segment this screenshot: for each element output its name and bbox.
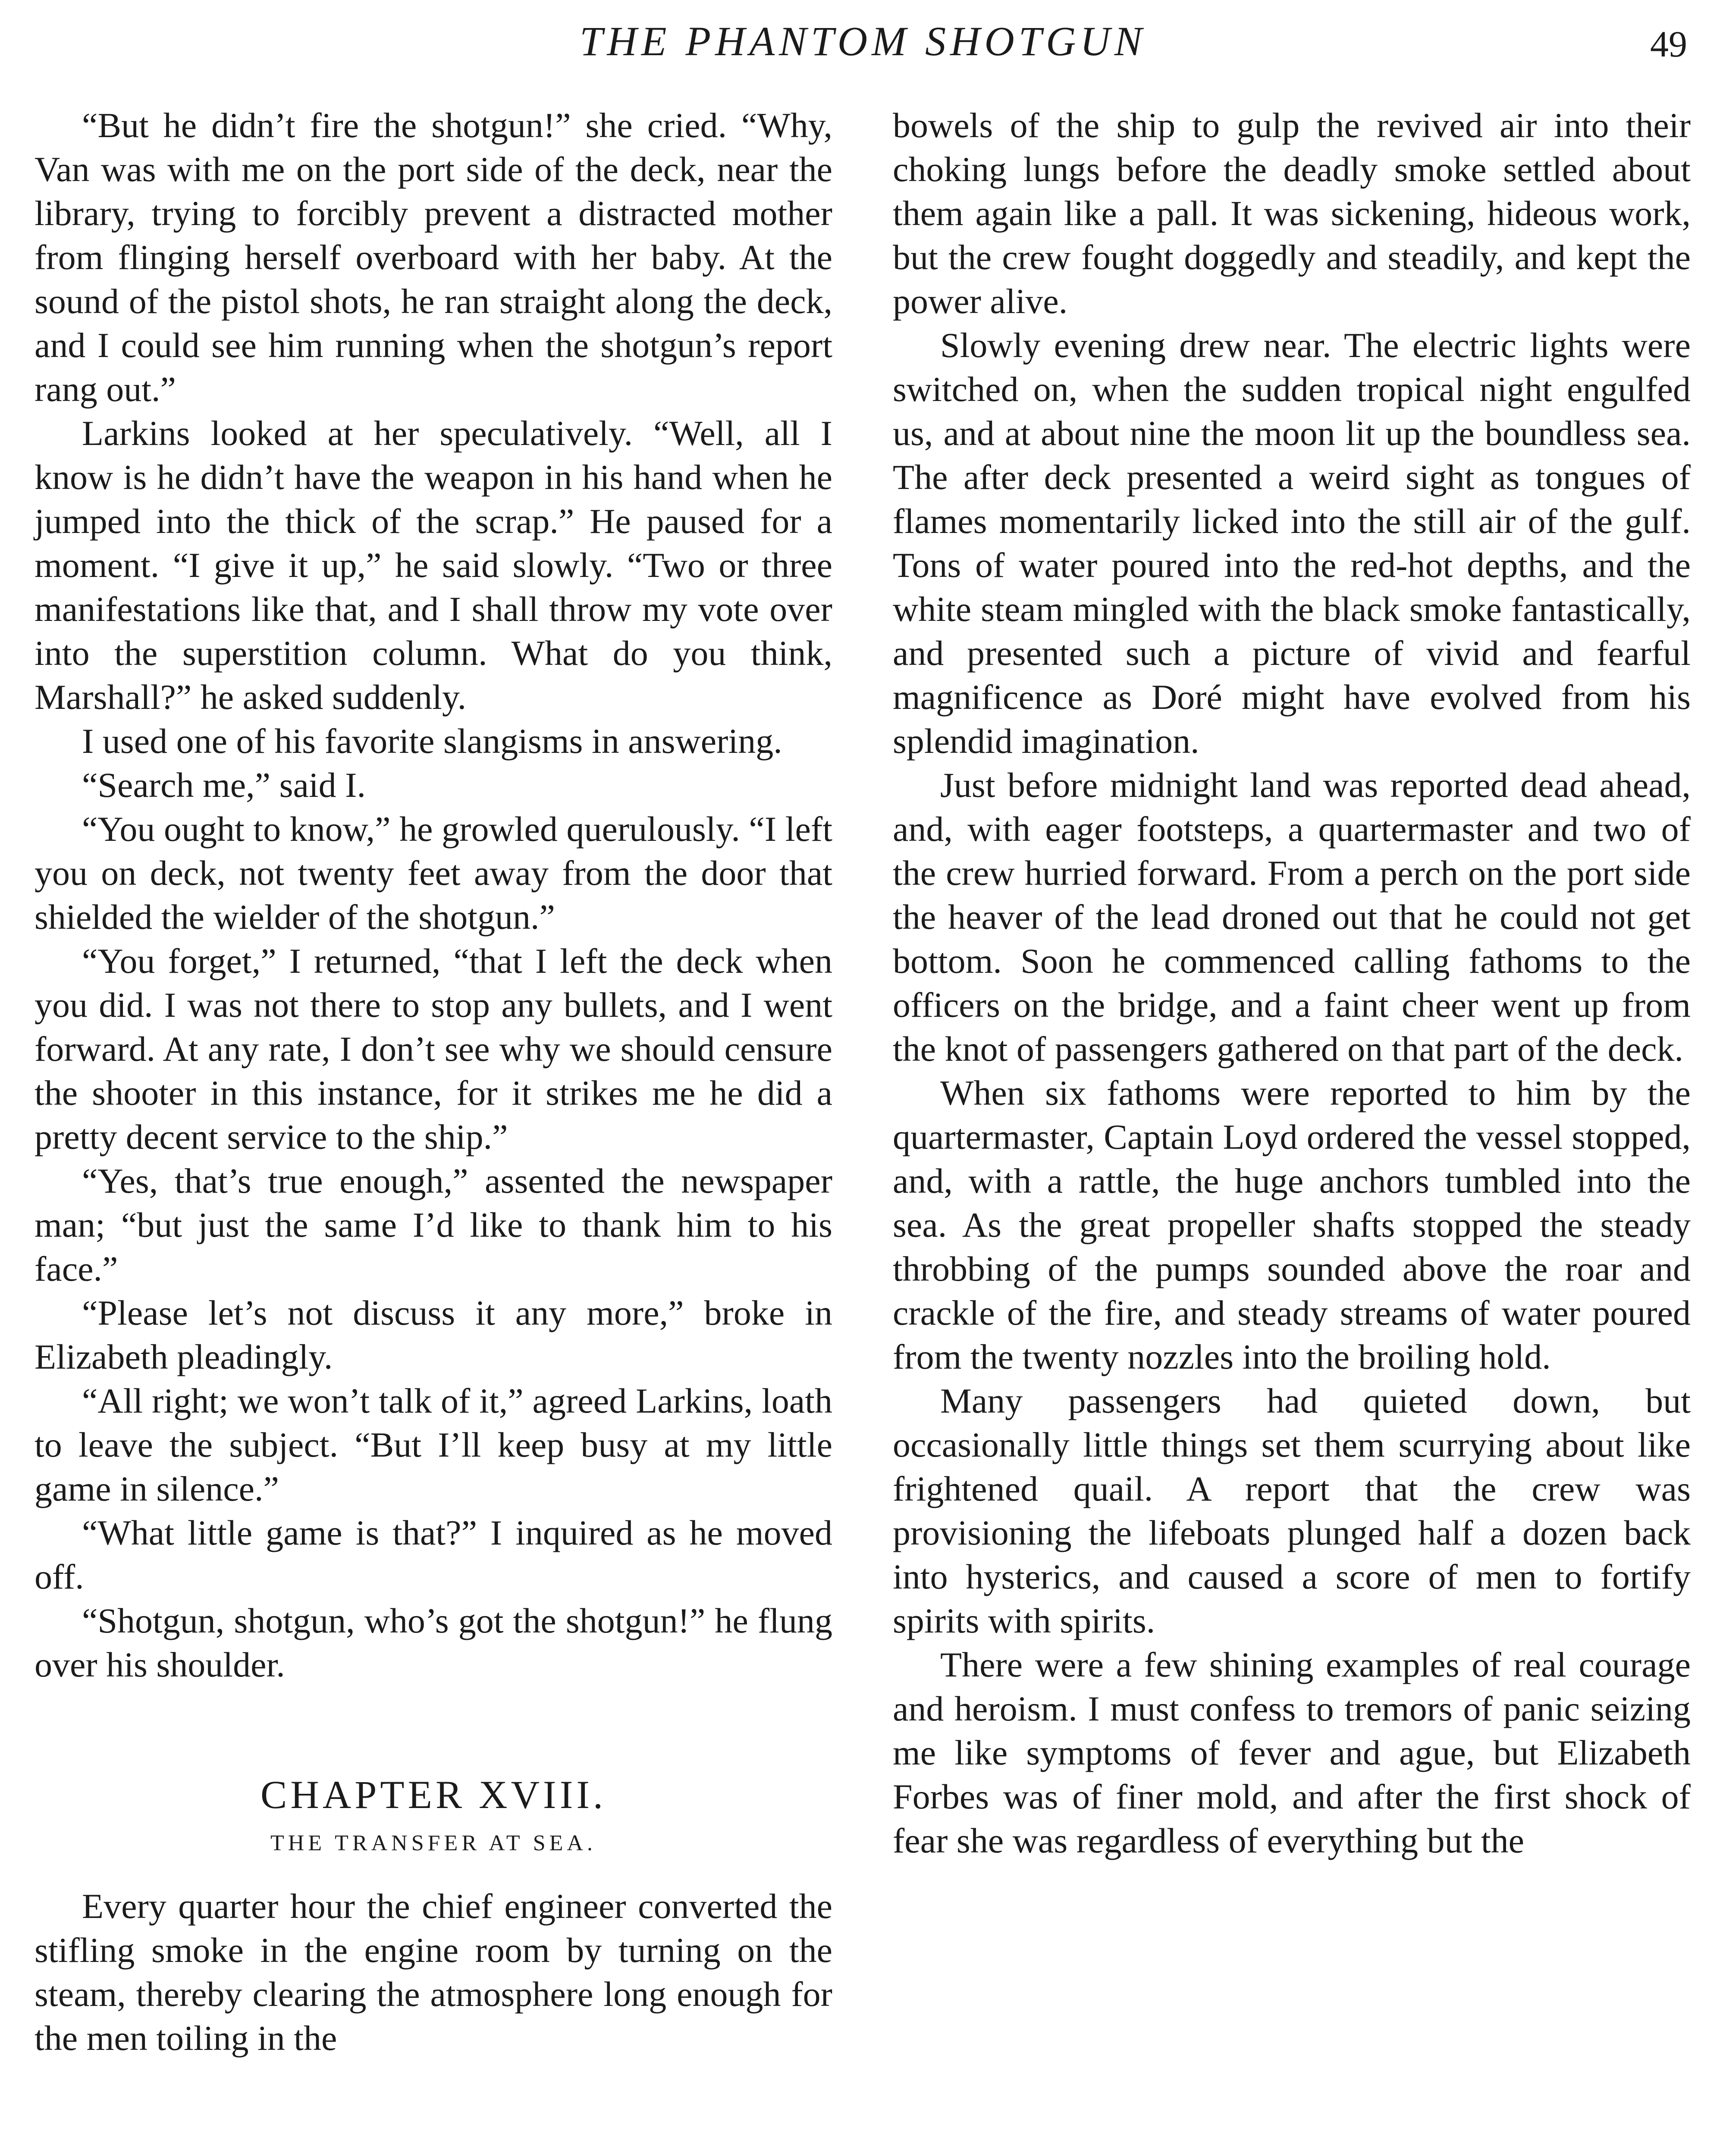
paragraph: “But he didn’t fire the shotgun!” she cried. “Why, Van was with me on the port side of the deck, near the library, trying to forcibly prevent a distracted mother from flinging herself overboard with her baby. At the sound of the pistol shots, he ran straight along the deck, and I could see him running when the shotgun’s report rang out.” [35, 106, 832, 409]
paragraph: “All right; we won’t talk of it,” agreed Larkins, loath to leave the subject. “But I’ll keep busy at my little game in silence.” [35, 1381, 832, 1508]
paragraph: “You ought to know,” he growled querulously. “I left you on deck, not twenty feet away from the door that shielded the wielder of the shotgun.” [35, 809, 832, 937]
paragraph: bowels of the ship to gulp the revived air into their choking lungs before the deadly smoke settled about them again like a pall. It was sickening, hideous work, but the crew fought doggedly and steadily, and kept the power alive. [893, 106, 1691, 321]
paragraph: Every quarter hour the chief engineer converted the stifling smoke in the engine room by turning on the steam, thereby clearing the atmosphere long enough for the men toiling in the [35, 1887, 832, 2058]
chapter-header [35, 1769, 832, 1858]
chapter-subtitle: THE TRANSFER AT SEA. [270, 1831, 596, 1855]
chapter-heading: CHAPTER XVIII. [260, 1773, 606, 1817]
right-column [893, 103, 1691, 1863]
paragraph: Many passengers had quieted down, but occasionally little things set them scurrying about like frightened quail. A report that the crew was provisioning the lifeboats plunged half a dozen back into hysterics, and caused a score of men to fortify spirits with spirits. [893, 1381, 1691, 1640]
paragraph: Slowly evening drew near. The electric lights were switched on, when the sudden tropical night engulfed us, and at about nine the moon lit up the boundless sea. The after deck presented a weird sight as tongues of flames momentarily licked into the still air of the gulf. Tons of water poured into the red-hot depths, and the white steam mingled with the black smoke fantastically, and presented such a picture of vivid and fearful magnificence as Doré might have evolved from his splendid imagination. [893, 326, 1691, 761]
paragraph: “Please let’s not discuss it any more,” broke in Elizabeth pleadingly. [35, 1293, 832, 1376]
paragraph: When six fathoms were reported to him by the quartermaster, Captain Loyd ordered the vessel stopped, and, with a rattle, the huge anchors tumbled into the sea. As the great propeller shafts stopped the steady throbbing of the pumps sounded above the roar and crackle of the fire, and steady streams of water poured from the twenty nozzles into the broiling hold. [893, 1073, 1691, 1376]
paragraph: Larkins looked at her speculatively. “Well, all I know is he didn’t have the weapon in his hand when he jumped into the thick of the scrap.” He paused for a moment. “I give it up,” he said slowly. “Two or three manifestations like that, and I shall throw my vote over into the superstition column. What do you think, Marshall?” he asked suddenly. [35, 414, 832, 717]
paragraph: Just before midnight land was reported dead ahead, and, with eager footsteps, a quartermaster and two of the crew hurried forward. From a perch on the port side the heaver of the lead droned out that he could not get bottom. Soon he commenced calling fathoms to the officers on the bridge, and a faint cheer went up from the knot of passengers gathered on that part of the deck. [893, 765, 1691, 1069]
paragraph: “Yes, that’s true enough,” assented the newspaper man; “but just the same I’d like to thank him to his face.” [35, 1161, 832, 1288]
paragraph: “You forget,” I returned, “that I left the deck when you did. I was not there to stop any bullets, and I went forward. At any rate, I don’t see why we should censure the shooter in this instance, for it strikes me he did a pretty decent service to the ship.” [35, 941, 832, 1156]
paragraph: I used one of his favorite slangisms in answering. [82, 721, 782, 761]
left-column [35, 103, 832, 2060]
paragraph: “Shotgun, shotgun, who’s got the shotgun!” he flung over his shoulder. [35, 1601, 832, 1684]
paragraph: “What little game is that?” I inquired as he moved off. [35, 1513, 832, 1596]
paragraph: “Search me,” said I. [82, 765, 366, 805]
paragraph: There were a few shining examples of real courage and heroism. I must confess to tremors of panic seizing me like symptoms of fever and ague, but Elizabeth Forbes was of finer mold, and after the first shock of fear she was regardless of everything but the [893, 1645, 1691, 1860]
page-number: 49 [1650, 23, 1687, 65]
running-title: THE PHANTOM SHOTGUN [580, 18, 1146, 64]
